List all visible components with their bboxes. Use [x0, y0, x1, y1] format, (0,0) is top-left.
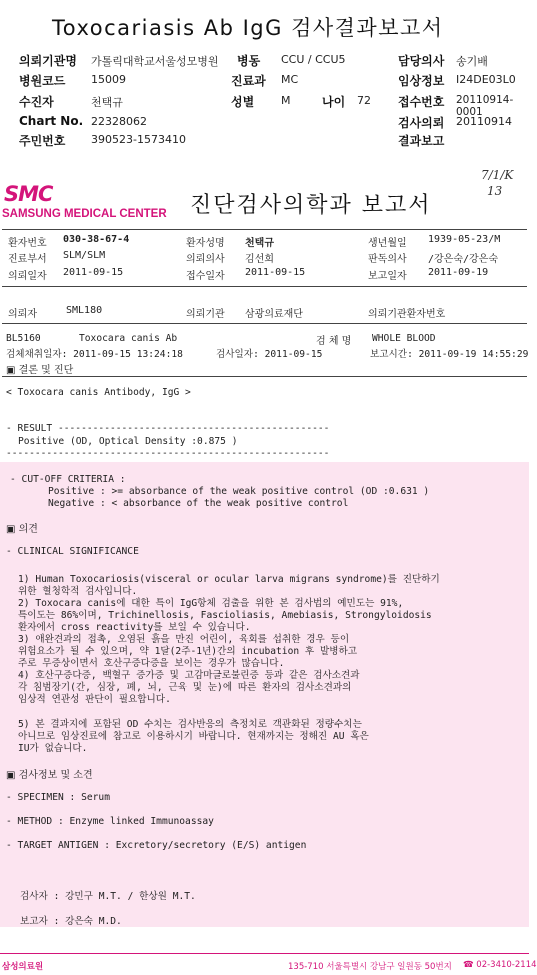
clinical-header: - CLINICAL SIGNIFICANCE: [6, 546, 139, 557]
label-result-report: 결과보고: [398, 134, 445, 148]
label-receipt-date: 접수일자: [186, 271, 225, 282]
value-receipt-date: 2011-09-15: [245, 267, 306, 278]
hospital-name-logo: SAMSUNG MEDICAL CENTER: [2, 208, 167, 220]
divider: [2, 323, 527, 324]
label-doctor: 담당의사: [398, 54, 445, 68]
section-test-info: ▣ 검사정보 및 소견: [6, 770, 93, 781]
value-age: 72: [357, 94, 371, 107]
section-opinion: ▣ 의견: [6, 524, 38, 535]
test-date: 검사일자: 2011-09-15: [216, 349, 323, 360]
label-ward: 병동: [237, 54, 261, 68]
label-report-date: 보고일자: [368, 271, 407, 282]
label-specimen: 검 체 명: [316, 336, 352, 347]
label-requester: 의뢰자: [8, 309, 37, 320]
value-req-date: 2011-09-15: [63, 267, 124, 278]
clinical-line: 위한 혈청학적 검사입니다.: [18, 586, 138, 597]
lab-report: [0, 168, 537, 975]
result-header: - RESULT -----------------------------------------------: [6, 423, 330, 434]
clinical-line: 위험요소가 될 수 있으며, 약 1달(2주-1년)간의 incubation 후 발병하고: [18, 646, 358, 657]
tester-signature: 검사자 : 강민구 M.T. / 한상원 M.T.: [20, 891, 196, 902]
clinical-line: 각 침범장기(간, 심장, 폐, 뇌, 근육 및 눈)에 따른 환자의 검사소견과의: [18, 682, 352, 693]
value-sex: M: [281, 94, 291, 107]
label-institution: 의뢰기관명: [19, 54, 77, 68]
value-req-doctor: 김선희: [245, 254, 274, 265]
value-request-date: 20110914: [456, 115, 512, 128]
value-resident-no: 390523-1573410: [91, 133, 186, 146]
label-req-institution: 의뢰기관: [186, 309, 225, 320]
reporter-signature: 보고자 : 강은숙 M.D.: [20, 916, 122, 927]
label-patient-name: 환자성명: [186, 238, 225, 249]
footer-address: 135-710 서울특별시 강남구 일원동 50번지: [288, 962, 452, 972]
clinical-line: 3) 애완견과의 접촉, 오염된 흙을 만진 어린이, 육회를 섭취한 경우 등이: [18, 634, 350, 645]
value-chart-no: 22328062: [91, 115, 147, 128]
smc-logo: SMC: [4, 182, 53, 206]
value-report-date: 2011-09-19: [428, 267, 489, 278]
value-hospital-code: 15009: [91, 73, 126, 86]
divider: [2, 376, 527, 377]
label-req-date: 의뢰일자: [8, 271, 47, 282]
divider: [2, 286, 527, 287]
label-sex: 성별: [231, 95, 255, 109]
label-clinical-info: 임상정보: [398, 74, 445, 88]
label-hospital-code: 병원코드: [19, 74, 66, 88]
value-receipt-no: 20110914-0001: [456, 94, 514, 118]
footer-org: 삼성의료원: [2, 962, 44, 972]
collection-time: 검체채취일자: 2011-09-15 13:24:18: [6, 349, 183, 360]
value-birthdate: 1939-05-23/M: [428, 234, 501, 245]
value-read-doctor: /강은숙/강은숙: [428, 254, 499, 265]
report-title: 진단검사의학과 보고서: [190, 193, 432, 218]
clinical-line: 1) Human Toxocariosis(visceral or ocular larva migrans syndrome)를 진단하기: [18, 574, 440, 585]
document-title: Toxocariasis Ab IgG 검사결과보고서: [52, 16, 444, 40]
test-code: BL5160: [6, 333, 41, 344]
value-req-institution: 삼광의료재단: [245, 309, 303, 320]
label-patient-no: 환자번호: [8, 238, 47, 249]
label-req-doctor: 의뢰의사: [186, 254, 225, 265]
label-inst-patient-no: 의뢰기관환자번호: [368, 309, 446, 320]
label-dept: 진료부서: [8, 254, 47, 265]
clinical-line: 아니므로 임상진료에 참고로 이용하시기 바랍니다. 현재까지는 정해진 AU 혹은: [18, 731, 369, 742]
method-info: - METHOD : Enzyme linked Immunoassay: [6, 816, 214, 827]
section-conclusion: ▣ 결론 및 진단: [6, 365, 74, 376]
cutoff-header: - CUT-OFF CRITERIA :: [10, 474, 126, 485]
clinical-line: 4) 호산구증다증, 백혈구 증가증 및 고감마글로불린증 등과 같은 검사소견과: [18, 670, 360, 681]
value-specimen: WHOLE BLOOD: [372, 333, 436, 344]
cutoff-positive: Positive : >= absorbance of the weak positive control (OD :0.631 ): [48, 486, 430, 497]
clinical-line: 특이도는 86%이며, Trichinellosis, Fascioliasis, Amebiasis, Strongyloidosis: [18, 610, 432, 621]
specimen-info: - SPECIMEN : Serum: [6, 792, 110, 803]
label-birthdate: 생년월일: [368, 238, 407, 249]
value-requester: SML180: [66, 305, 103, 316]
antibody-title: < Toxocara canis Antibody, IgG >: [6, 387, 191, 398]
divider: [2, 229, 527, 230]
value-clinical-info: I24DE03L0: [456, 73, 516, 86]
footer-phone: ☎ 02-3410-2114: [463, 960, 537, 970]
value-patient: 천택규: [91, 96, 123, 109]
clinical-line: 임상적 연관성 판단이 필요합니다.: [18, 694, 171, 705]
value-patient-no: 030-38-67-4: [63, 234, 130, 245]
handwritten-note-1: 7/1/K: [481, 168, 514, 182]
label-chart-no: Chart No.: [19, 114, 84, 128]
handwritten-note-2: 13: [487, 184, 503, 198]
value-doctor: 송기배: [456, 55, 488, 68]
value-department: MC: [281, 73, 299, 86]
label-department: 진료과: [231, 74, 266, 88]
label-patient: 수진자: [19, 95, 54, 109]
label-receipt-no: 접수번호: [398, 95, 445, 109]
result-rule: --------------------------------------------------------: [6, 448, 330, 459]
clinical-line: 환자에서 cross reactivity를 보일 수 있습니다.: [18, 622, 251, 633]
footer-divider: [0, 953, 529, 954]
clinical-line: 주로 무증상이면서 호산구증다증을 보이는 경우가 많습니다.: [18, 658, 285, 669]
value-institution: 가톨릭대학교서울성모병원: [91, 55, 219, 68]
report-time: 보고시간: 2011-09-19 14:55:29: [370, 349, 529, 360]
label-resident-no: 주민번호: [19, 134, 66, 148]
label-request-date: 검사의뢰: [398, 116, 445, 130]
antigen-info: - TARGET ANTIGEN : Excretory/secretory (E/S) antigen: [6, 840, 307, 851]
label-age: 나이: [322, 95, 346, 109]
label-read-doctor: 판독의사: [368, 254, 407, 265]
clinical-line: 2) Toxocara canis에 대한 특이 IgG항체 검출을 위한 본 검사법의 예민도는 91%,: [18, 598, 404, 609]
test-name: Toxocara canis Ab: [79, 333, 178, 344]
value-ward: CCU / CCU5: [281, 53, 346, 66]
clinical-line: IU가 없습니다.: [18, 743, 88, 754]
value-patient-name: 천택규: [245, 238, 274, 249]
cutoff-negative: Negative : < absorbance of the weak positive control: [48, 498, 349, 509]
result-value: Positive (OD, Optical Density :0.875 ): [18, 436, 238, 447]
value-dept: SLM/SLM: [63, 250, 106, 261]
clinical-line: 5) 본 결과지에 포함된 OD 수치는 검사반응의 측정치로 객관화된 정량수치는: [18, 719, 362, 730]
